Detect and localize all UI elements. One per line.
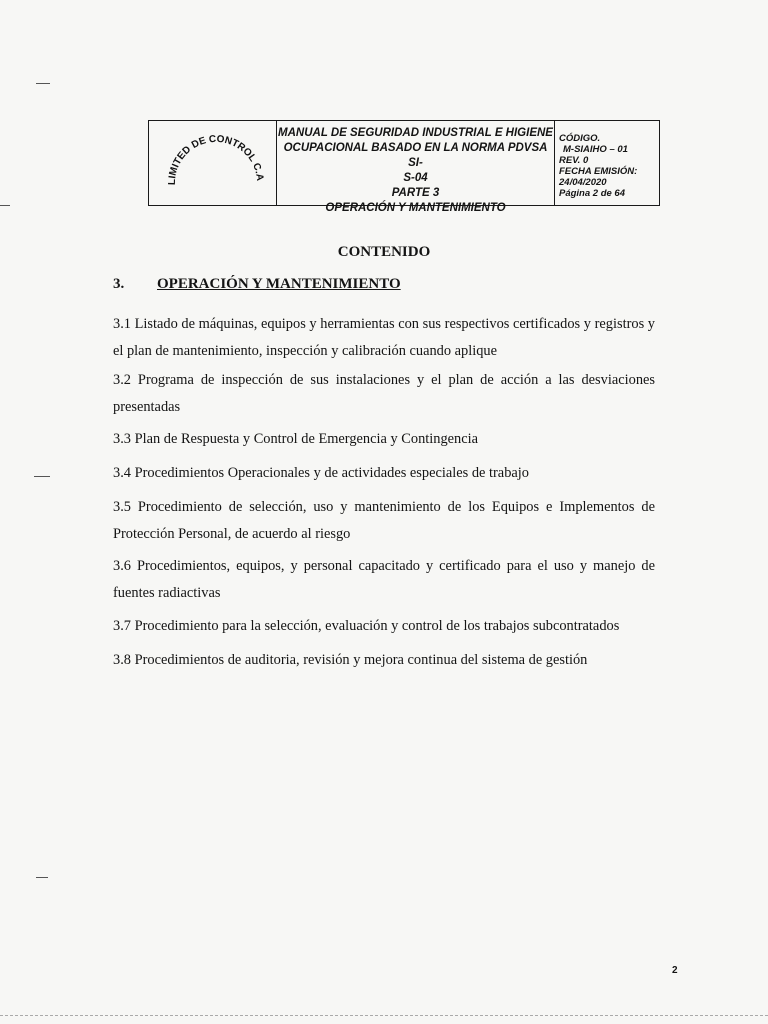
revision: REV. 0 — [559, 155, 589, 166]
company-logo — [149, 121, 277, 205]
contents-title: CONTENIDO — [337, 244, 431, 260]
scan-mark — [0, 205, 10, 206]
title-line-3: S-04 — [403, 172, 428, 184]
company-seal-icon — [153, 123, 273, 203]
title-line-1: MANUAL DE SEGURIDAD INDUSTRIAL E HIGIENE — [278, 127, 553, 139]
list-item: 3.8 Procedimientos de auditoria, revisión y mejora continua del sistema de gestión — [113, 652, 588, 668]
page-number: 2 — [672, 965, 678, 976]
code-value: M-SIAIHO – 01 — [563, 144, 628, 155]
issue-label: FECHA EMISIÓN: — [559, 166, 638, 177]
list-item: 3.5 Procedimiento de selección, uso y mantenimiento de los Equipos e Implementos de Protección Personal, de acuerdo al riesgo — [113, 499, 655, 542]
list-item: 3.6 Procedimientos, equipos, y personal capacitado y certificado para el uso y manejo de fuentes radiactivas — [113, 558, 655, 601]
section-heading — [113, 276, 401, 293]
title-line-2: OCUPACIONAL BASADO EN LA NORMA PDVSA SI- — [283, 142, 548, 169]
title-line-4: PARTE 3 — [391, 187, 440, 199]
section-number: 3. — [113, 276, 125, 292]
code-label: CÓDIGO. — [559, 133, 601, 144]
list-item: 3.1 Listado de máquinas, equipos y herramientas con sus respectivos certificados y registros y el plan de mantenimiento, inspección y calibración cuando aplique — [113, 316, 655, 359]
list-item: 3.2 Programa de inspección de sus instalaciones y el plan de acción a las desviaciones presentadas — [113, 372, 655, 415]
scan-edge — [0, 1015, 768, 1016]
section-title: OPERACIÓN Y MANTENIMIENTO — [157, 276, 401, 292]
scan-mark — [36, 83, 50, 84]
title-line-5: OPERACIÓN Y MANTENIMIENTO — [325, 202, 506, 214]
scan-mark — [34, 476, 50, 477]
list-item: 3.4 Procedimientos Operacionales y de actividades especiales de trabajo — [113, 465, 529, 481]
document-control-info — [555, 121, 659, 205]
svg-text:LIMITED DE CONTROL C.A: LIMITED DE CONTROL C.A — [166, 133, 265, 186]
page-count: Página 2 de 64 — [559, 188, 626, 199]
scan-mark — [36, 877, 48, 878]
list-item: 3.3 Plan de Respuesta y Control de Emergencia y Contingencia — [113, 431, 479, 447]
manual-title — [277, 121, 555, 214]
document-header — [148, 120, 660, 214]
issue-date: 24/04/2020 — [559, 177, 607, 188]
list-item: 3.7 Procedimiento para la selección, evaluación y control de los trabajos subcontratados — [113, 618, 620, 634]
